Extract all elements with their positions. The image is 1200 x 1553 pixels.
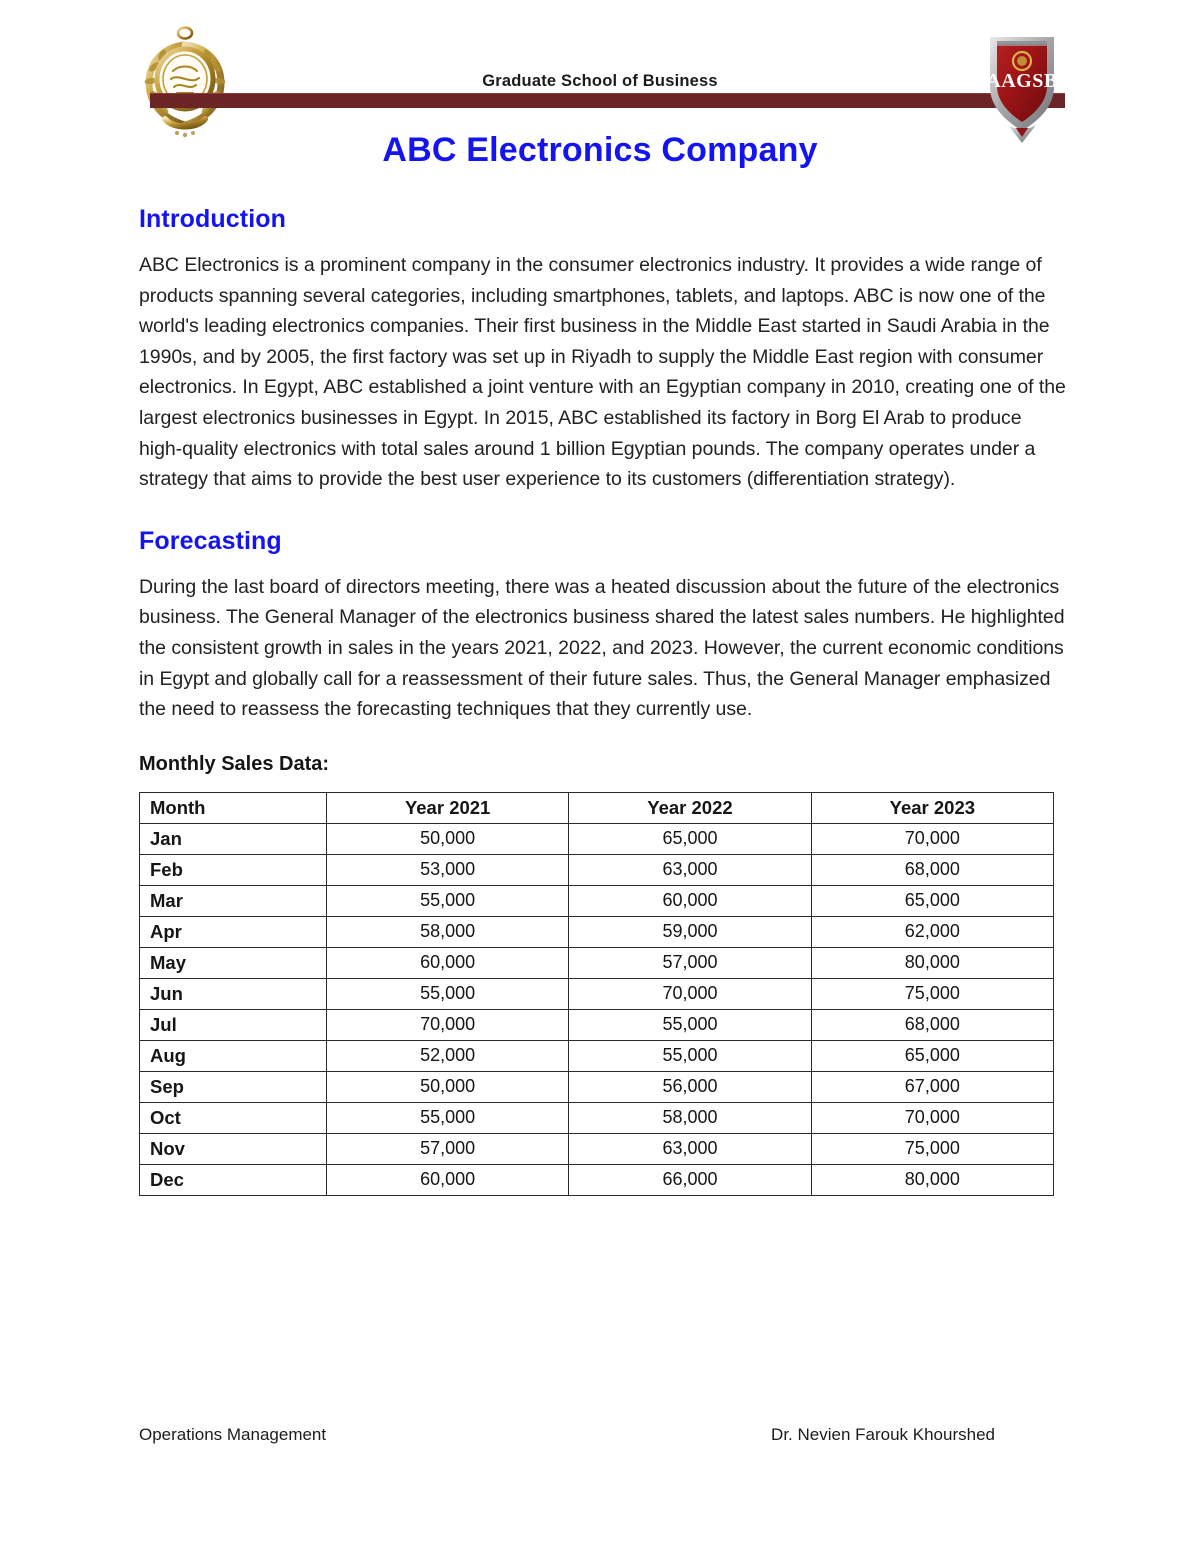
cell-2021: 58,000 xyxy=(327,916,569,947)
footer-instructor-name: Dr. Nevien Farouk Khourshed xyxy=(771,1425,995,1444)
paragraph-forecasting: During the last board of directors meeting, there was a heated discussion about the future of the electronics business. The General Manager of the electronics business shared the latest sales numbers. He highlighted the consistent growth in sales in the years 2021, 2022, and 2023. However, the current economic conditions in Egypt and globally call for a reassessment of their future sales. Thus, the General Manager emphasized the need to reassess the forecasting techniques that they currently use. xyxy=(139,575,1065,721)
column-header-month: Month xyxy=(140,792,327,823)
table-row xyxy=(140,1133,1054,1164)
cell-2023: 65,000 xyxy=(811,1040,1053,1071)
table-row xyxy=(140,1164,1054,1195)
document-body xyxy=(139,205,1069,1196)
cell-2023: 67,000 xyxy=(811,1071,1053,1102)
cell-2023: 80,000 xyxy=(811,947,1053,978)
cell-2023: 75,000 xyxy=(811,1133,1053,1164)
cell-2023: 68,000 xyxy=(811,1009,1053,1040)
cell-2022: 59,000 xyxy=(569,916,811,947)
page-header xyxy=(0,0,1200,150)
table-row xyxy=(140,1071,1054,1102)
cell-month: Sep xyxy=(140,1071,327,1102)
section-forecasting xyxy=(139,527,1069,725)
table-row xyxy=(140,916,1054,947)
header-divider-bar xyxy=(150,93,1065,108)
cell-month: Apr xyxy=(140,916,327,947)
table-row xyxy=(140,947,1054,978)
table-row xyxy=(140,1009,1054,1040)
table-header-row xyxy=(140,792,1054,823)
page-title: ABC Electronics Company xyxy=(382,131,818,169)
heading-introduction: Introduction xyxy=(139,205,287,233)
cell-2022: 57,000 xyxy=(569,947,811,978)
page-footer xyxy=(139,1425,1057,1445)
cell-month: Nov xyxy=(140,1133,327,1164)
column-header-year-2022: Year 2022 xyxy=(569,792,811,823)
table-row xyxy=(140,885,1054,916)
cell-2022: 55,000 xyxy=(569,1009,811,1040)
cell-2022: 55,000 xyxy=(569,1040,811,1071)
cell-2022: 56,000 xyxy=(569,1071,811,1102)
paragraph-introduction: ABC Electronics is a prominent company in the consumer electronics industry. It provides a wide range of products spanning several categories, including smartphones, tablets, and laptops. ABC is now one of the world's leading electronics companies. Their first business in the Middle East started in Saudi Arabia in the 1990s, and by 2005, the first factory was set up in Riyadh to supply the Middle East region with consumer electronics. In Egypt, ABC established a joint venture with an Egyptian company in 2010, creating one of the largest electronics businesses in Egypt. In 2015, ABC established its factory in Borg El Arab to produce high-quality electronics with total sales around 1 billion Egyptian pounds. The company operates under a strategy that aims to provide the best user experience to its customers (differentiation strategy). xyxy=(139,254,1066,491)
section-introduction xyxy=(139,205,1069,495)
table-body xyxy=(140,823,1054,1195)
cell-2022: 63,000 xyxy=(569,1133,811,1164)
footer-course-name: Operations Management xyxy=(139,1425,327,1444)
cell-2023: 70,000 xyxy=(811,1102,1053,1133)
cell-2021: 60,000 xyxy=(327,1164,569,1195)
cell-2023: 70,000 xyxy=(811,823,1053,854)
table-caption: Monthly Sales Data: xyxy=(139,752,330,775)
cell-month: Jun xyxy=(140,978,327,1009)
cell-2021: 57,000 xyxy=(327,1133,569,1164)
cell-2021: 52,000 xyxy=(327,1040,569,1071)
cell-2023: 68,000 xyxy=(811,854,1053,885)
cell-month: Jan xyxy=(140,823,327,854)
cell-2023: 75,000 xyxy=(811,978,1053,1009)
svg-text:AAGSB: AAGSB xyxy=(986,70,1058,92)
cell-month: Mar xyxy=(140,885,327,916)
cell-2021: 53,000 xyxy=(327,854,569,885)
cell-2022: 70,000 xyxy=(569,978,811,1009)
header-subtitle: Graduate School of Business xyxy=(482,72,718,90)
cell-2021: 55,000 xyxy=(327,978,569,1009)
cell-2022: 65,000 xyxy=(569,823,811,854)
cell-month: May xyxy=(140,947,327,978)
cell-2021: 55,000 xyxy=(327,885,569,916)
cell-2021: 50,000 xyxy=(327,1071,569,1102)
table-row xyxy=(140,854,1054,885)
cell-month: Oct xyxy=(140,1102,327,1133)
cell-month: Jul xyxy=(140,1009,327,1040)
cell-2022: 63,000 xyxy=(569,854,811,885)
cell-2023: 62,000 xyxy=(811,916,1053,947)
cell-month: Dec xyxy=(140,1164,327,1195)
cell-2021: 55,000 xyxy=(327,1102,569,1133)
cell-month: Feb xyxy=(140,854,327,885)
column-header-year-2023: Year 2023 xyxy=(811,792,1053,823)
cell-2021: 50,000 xyxy=(327,823,569,854)
cell-month: Aug xyxy=(140,1040,327,1071)
aagsb-shield-icon xyxy=(978,25,1066,143)
cell-2021: 60,000 xyxy=(327,947,569,978)
table-row xyxy=(140,823,1054,854)
cell-2023: 80,000 xyxy=(811,1164,1053,1195)
column-header-year-2021: Year 2021 xyxy=(327,792,569,823)
table-row xyxy=(140,1102,1054,1133)
cell-2021: 70,000 xyxy=(327,1009,569,1040)
cell-2022: 66,000 xyxy=(569,1164,811,1195)
cell-2022: 60,000 xyxy=(569,885,811,916)
cell-2022: 58,000 xyxy=(569,1102,811,1133)
heading-forecasting: Forecasting xyxy=(139,526,282,555)
monthly-sales-table xyxy=(139,792,1054,1196)
cell-2023: 65,000 xyxy=(811,885,1053,916)
table-row xyxy=(140,1040,1054,1071)
table-row xyxy=(140,978,1054,1009)
